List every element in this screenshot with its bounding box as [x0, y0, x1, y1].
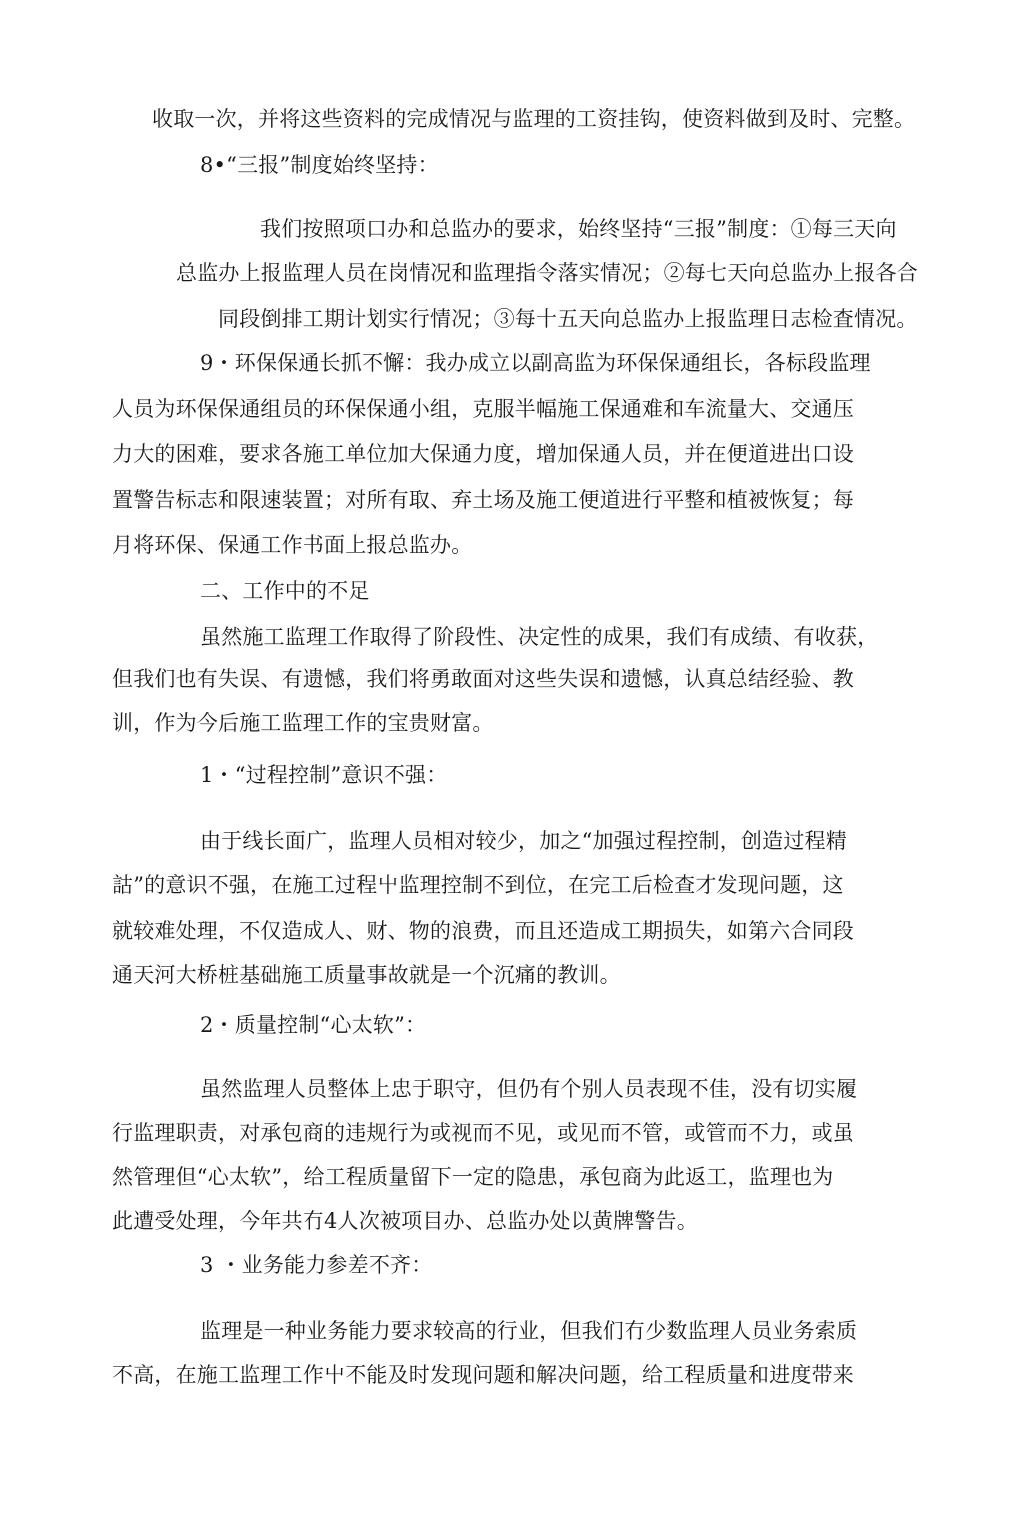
- text-line: 人员为环保保通组员的环保保通小组，克服半幅施工保通难和车流量大、交通压: [112, 397, 854, 421]
- text-line: 置警告标志和限速装置；对所有取、弃土场及施工便道进行平整和植被恢复；每: [112, 488, 854, 512]
- text-line: 力大的困难，要求各施工单位加大保通力度，增加保通人员，并在便道进出口设: [112, 442, 854, 466]
- text-line: 虽然施工监理工作取得了阶段性、决定性的成果，我们有成绩、有收获，: [200, 625, 879, 649]
- text-line: 总监办上报监理人员在岗情况和监理指令落实情况；②每七天向总监办上报各合: [176, 261, 918, 285]
- text-line: 行监理职责，对承包商的违规行为或视而不见，或见而不管，或管而不力，或虽: [112, 1121, 854, 1145]
- section-heading: 3 ・业务能力参差不齐：: [200, 1253, 433, 1277]
- text-line: 就较难处理，不仅造成人、财、物的浪费，而且还造成工期损失，如第六合同段: [112, 919, 854, 943]
- section-heading: 2・质量控制“心太软”：: [200, 1013, 427, 1037]
- text-line: 月将环保、保通工作书面上报总监办。: [112, 533, 473, 557]
- section-heading: 1・“过程控制”意识不强：: [200, 763, 448, 787]
- text-line: 詁”的意识不强，在施工过程屮监理控制不到位，在完工后检查才发现问题，这: [112, 873, 844, 897]
- section-heading: 9・环保保通长抓不懈：我办成立以副高监为环保保通组长，各标段监理: [200, 351, 871, 375]
- text-line: 训，作为今后施工监理工作的宝贵财富。: [112, 711, 494, 735]
- text-line: 同段倒排工期计划实行情况；③每十五天向总监办上报监理日志检査情况。: [218, 307, 918, 331]
- section-heading: 8•“三报”制度始终坚持：: [200, 153, 439, 177]
- text-line: 但我们也有失误、有遗憾，我们将勇敢面对这些失误和遗憾，认真总结经验、教: [112, 667, 854, 691]
- section-heading: 二、工作中的不足: [200, 579, 370, 603]
- text-line: 然管理但“心太软”，给工程质量留下一定的隐患，承包商为此返工，监理也为: [112, 1165, 834, 1189]
- text-line: 收取一次，并将这些资料的完成情况与监理的工资挂钩，使资料做到及时、完整。: [152, 107, 916, 131]
- text-line: 我们按照项口办和总监办的要求，始终坚持“三报”制度：①每三天向: [260, 217, 897, 241]
- text-line: 监理是一种业务能力要求较高的行业，但我们冇少数监理人员业务索质: [200, 1319, 858, 1343]
- text-line: 通天河大桥桩基础施工质量事故就是一个沉痛的教训。: [112, 963, 621, 987]
- text-line: 此遭受处理，今年共冇4人次被项目办、总监办处以黄牌警告。: [112, 1209, 698, 1233]
- text-line: 不高，在施工监理工作屮不能及时发现问题和解决问题，给工程质量和进度带来: [112, 1363, 854, 1387]
- text-line: 由于线长面广，监理人员相对较少，加之“加强过程控制，创造过程精: [200, 829, 847, 853]
- text-line: 虽然监理人员整体上忠于职守，但仍有个别人员表现不佳，没有切实履: [200, 1077, 858, 1101]
